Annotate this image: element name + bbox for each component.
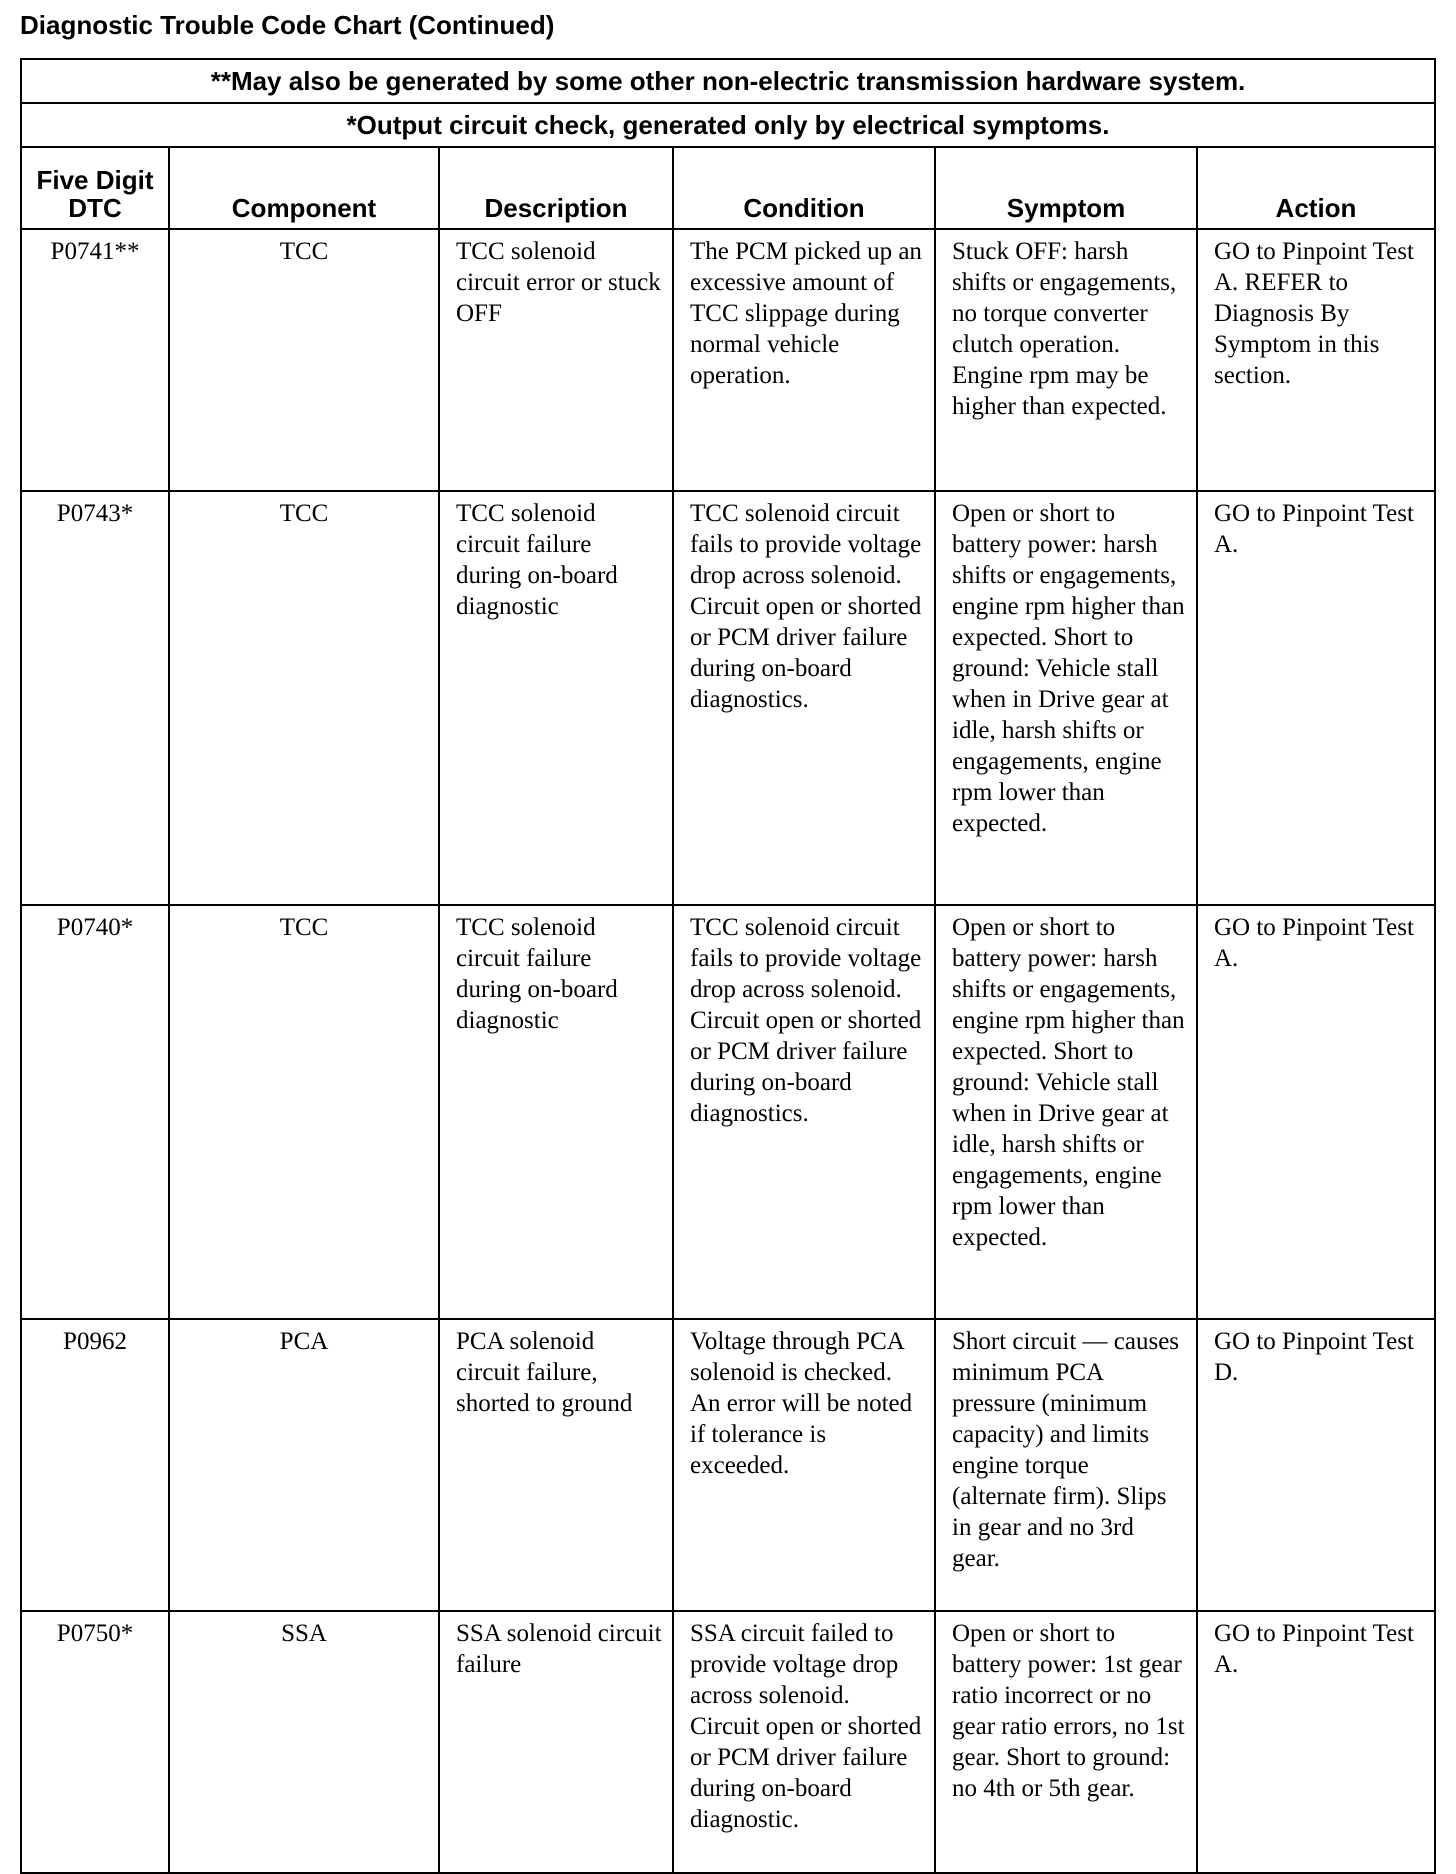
header-description-label: Description bbox=[484, 193, 628, 223]
header-component bbox=[169, 147, 439, 229]
header-dtc bbox=[21, 147, 169, 229]
header-action bbox=[1197, 147, 1435, 229]
condition-cell: SSA circuit failed to provide voltage drop across solenoid. Circuit open or shorted or PCM driver failure during on-board diagnostic. bbox=[673, 1611, 935, 1873]
note-hardware-system: **May also be generated by some other non-electric transmission hardware system. bbox=[21, 59, 1435, 103]
symptom-cell: Short circuit — causes minimum PCA pressure (minimum capacity) and limits engine torque (alternate firm). Slips in gear and no 3rd gear. bbox=[935, 1319, 1197, 1611]
header-action-label: Action bbox=[1275, 193, 1357, 223]
note-row bbox=[21, 59, 1435, 103]
condition-cell: TCC solenoid circuit fails to provide voltage drop across solenoid. Circuit open or shorted or PCM driver failure during on-board diagnostics. bbox=[673, 905, 935, 1319]
header-condition bbox=[673, 147, 935, 229]
condition-cell: TCC solenoid circuit fails to provide voltage drop across solenoid. Circuit open or shorted or PCM driver failure during on-board diagnostics. bbox=[673, 491, 935, 905]
header-dtc-label: Five Digit DTC bbox=[36, 165, 154, 223]
dtc-cell: P0750* bbox=[21, 1611, 169, 1873]
page-title: Diagnostic Trouble Code Chart (Continued) bbox=[20, 10, 555, 40]
dtc-cell: P0962 bbox=[21, 1319, 169, 1611]
action-cell: GO to Pinpoint Test A. REFER to Diagnosis By Symptom in this section. bbox=[1197, 229, 1435, 491]
component-cell: SSA bbox=[169, 1611, 439, 1873]
header-symptom bbox=[935, 147, 1197, 229]
description-cell: TCC solenoid circuit failure during on-board diagnostic bbox=[439, 905, 673, 1319]
condition-cell: The PCM picked up an excessive amount of TCC slippage during normal vehicle operation. bbox=[673, 229, 935, 491]
dtc-chart-table bbox=[20, 58, 1436, 1874]
action-cell: GO to Pinpoint Test A. bbox=[1197, 905, 1435, 1319]
header-row bbox=[21, 147, 1435, 229]
table-row bbox=[21, 1611, 1435, 1873]
component-cell: TCC bbox=[169, 905, 439, 1319]
description-cell: PCA solenoid circuit failure, shorted to ground bbox=[439, 1319, 673, 1611]
table-row bbox=[21, 229, 1435, 491]
component-cell: PCA bbox=[169, 1319, 439, 1611]
description-cell: TCC solenoid circuit error or stuck OFF bbox=[439, 229, 673, 491]
component-cell: TCC bbox=[169, 229, 439, 491]
table-row bbox=[21, 905, 1435, 1319]
table-row bbox=[21, 491, 1435, 905]
dtc-cell: P0741** bbox=[21, 229, 169, 491]
symptom-cell: Open or short to battery power: 1st gear ratio incorrect or no gear ratio errors, no 1st gear. Short to ground: no 4th or 5th gear. bbox=[935, 1611, 1197, 1873]
description-cell: TCC solenoid circuit failure during on-board diagnostic bbox=[439, 491, 673, 905]
header-symptom-label: Symptom bbox=[1006, 193, 1126, 223]
action-cell: GO to Pinpoint Test D. bbox=[1197, 1319, 1435, 1611]
header-description bbox=[439, 147, 673, 229]
component-cell: TCC bbox=[169, 491, 439, 905]
dtc-cell: P0740* bbox=[21, 905, 169, 1319]
table-row bbox=[21, 1319, 1435, 1611]
condition-cell: Voltage through PCA solenoid is checked. An error will be noted if tolerance is exceeded. bbox=[673, 1319, 935, 1611]
note-row bbox=[21, 103, 1435, 147]
action-cell: GO to Pinpoint Test A. bbox=[1197, 1611, 1435, 1873]
dtc-cell: P0743* bbox=[21, 491, 169, 905]
symptom-cell: Stuck OFF: harsh shifts or engagements, no torque converter clutch operation. Engine rpm may be higher than expected. bbox=[935, 229, 1197, 491]
description-cell: SSA solenoid circuit failure bbox=[439, 1611, 673, 1873]
symptom-cell: Open or short to battery power: harsh shifts or engagements, engine rpm higher than expected. Short to ground: Vehicle stall when in Drive gear at idle, harsh shifts or engagements, engine rpm lower than expected. bbox=[935, 491, 1197, 905]
header-condition-label: Condition bbox=[743, 193, 865, 223]
symptom-cell: Open or short to battery power: harsh shifts or engagements, engine rpm higher than expected. Short to ground: Vehicle stall when in Drive gear at idle, harsh shifts or engagements, engine rpm lower than expected. bbox=[935, 905, 1197, 1319]
action-cell: GO to Pinpoint Test A. bbox=[1197, 491, 1435, 905]
note-output-circuit-check: *Output circuit check, generated only by electrical symptoms. bbox=[21, 103, 1435, 147]
header-component-label: Component bbox=[231, 193, 377, 223]
